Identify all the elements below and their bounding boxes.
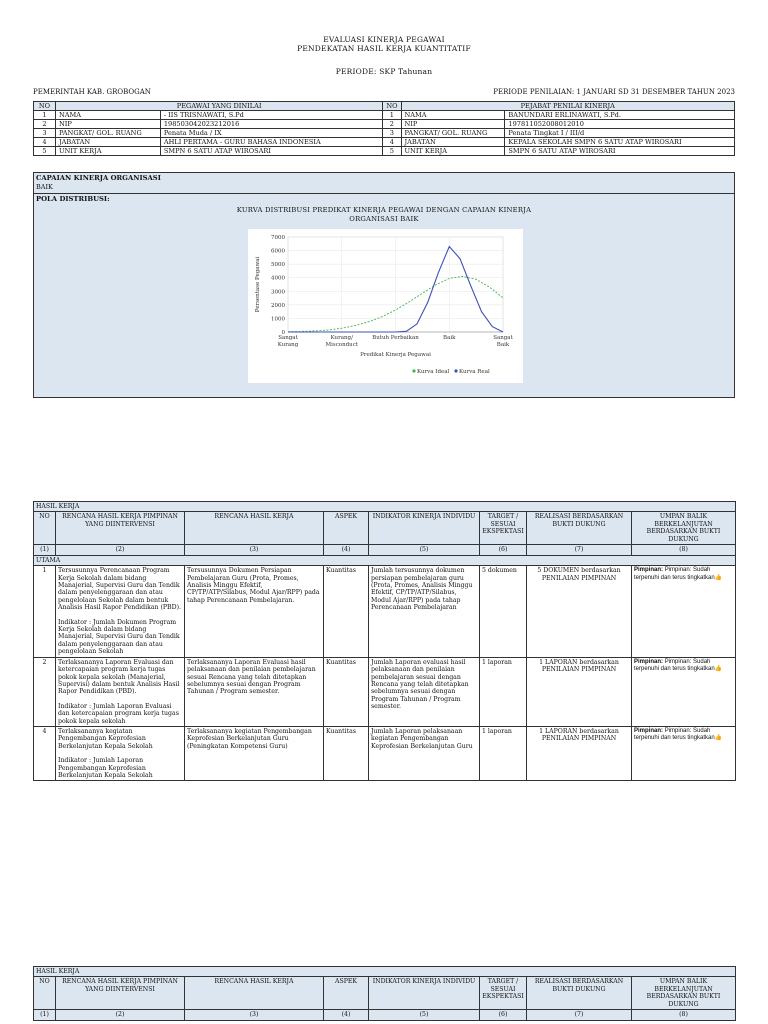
umpan-balik-cell <box>632 566 736 657</box>
umpan-balik-cell <box>632 726 736 780</box>
periode-label: PERIODE: SKP Tahunan <box>335 67 433 76</box>
info-label: NAMA <box>401 111 505 120</box>
rhk-text: Terlaksananya Laporan Evaluasi hasil pelaksanaan dan penilaian pembelajaran sesuai Rencana yang telah ditetapkan sebelumnya sesuai dengan Program Tahunan / Program semester. <box>185 657 324 726</box>
row-no: 4 <box>34 726 56 780</box>
col-header-aspek: ASPEK <box>324 977 369 1010</box>
info-no: 3 <box>383 129 401 138</box>
info-no: 3 <box>34 129 56 138</box>
pegawai-dinilai-header: PEGAWAI YANG DINILAI <box>55 102 382 111</box>
pejabat-jabatan: KEPALA SEKOLAH SMPN 6 SATU ATAP WIROSARI <box>505 138 735 147</box>
y-tick-label: 6000 <box>271 248 285 255</box>
info-table <box>33 101 735 156</box>
col-header-no: NO <box>34 977 56 1010</box>
row-no: 1 <box>34 566 56 657</box>
chart-title: KURVA DISTRIBUSI PREDIKAT KINERJA PEGAWAI DENGAN CAPAIAN KINERJA ORGANISASI BAIK <box>236 206 532 223</box>
document-title: EVALUASI KINERJA PEGAWAI <box>323 35 445 44</box>
info-col-no: NO <box>34 102 56 111</box>
umpan-balik-label: Pimpinan: <box>634 567 664 574</box>
x-tick-label: Baik <box>443 335 456 341</box>
rhk-pimpinan-cell <box>56 657 185 726</box>
column-number-row <box>34 1010 736 1020</box>
x-tick-label: Baik <box>496 342 510 348</box>
rhk-pimpinan-cell <box>56 566 185 657</box>
col-number: (6) <box>480 545 527 555</box>
info-row <box>34 147 735 156</box>
col-number: (2) <box>56 1010 185 1020</box>
info-row <box>34 129 735 138</box>
periode-penilaian-label: PERIODE PENILAIAN: 1 JANUARI SD 31 DESEMBER TAHUN 2023 <box>493 88 735 96</box>
umpan-balik-text: Pimpinan: Sudah terpenuhi dan terus tingkatkan👍 <box>634 658 723 673</box>
umpan-balik-text: Pimpinan: Sudah terpenuhi dan terus tingkatkan👍 <box>634 567 723 581</box>
info-label: NAMA <box>55 111 160 120</box>
rhk-pimpinan-text: Terlaksananya kegiatan Pengembangan Keprofesian Berkelanjutan Kepala Sekolah <box>58 727 153 750</box>
indikator-text: Jumlah Laporan evaluasi hasil pelaksanaan dan penilaian pembelajaran sesuai dengan Rencana yang telah ditetapkan sebelumnya sesuai dengan Program Tahunan / Program semester. <box>369 657 480 726</box>
info-row <box>34 111 735 120</box>
col-header-no: NO <box>34 512 56 545</box>
col-number: (7) <box>527 1010 632 1020</box>
info-no: 1 <box>34 111 56 120</box>
capaian-kinerja-label: CAPAIAN KINERJA ORGANISASI <box>36 174 161 182</box>
legend-label: Kurva Real <box>459 369 490 375</box>
col-number: (8) <box>632 545 736 555</box>
col-number: (1) <box>34 545 56 555</box>
col-number: (4) <box>324 545 369 555</box>
info-no: 1 <box>383 111 401 120</box>
row-no: 2 <box>34 657 56 726</box>
capaian-kinerja-panel <box>33 172 735 194</box>
hasil-kerja-section-label: HASIL KERJA <box>34 967 736 977</box>
y-tick-label: 0 <box>281 330 285 336</box>
pola-distribusi-label: POLA DISTRIBUSI: <box>36 195 110 203</box>
y-tick-label: 4000 <box>271 275 285 282</box>
capaian-kinerja-value: BAIK <box>36 183 53 191</box>
y-tick-label: 3000 <box>271 289 285 296</box>
col-header-indikator: INDIKATOR KINERJA INDIVIDU <box>369 977 480 1010</box>
y-tick-label: 7000 <box>271 235 285 241</box>
y-tick-label: 5000 <box>271 262 285 269</box>
info-no: 2 <box>383 120 401 129</box>
target-text: 1 laporan <box>480 657 527 726</box>
table-row <box>34 566 736 657</box>
table-row <box>34 657 736 726</box>
info-label: JABATAN <box>401 138 505 147</box>
col-header-aspek: ASPEK <box>324 512 369 545</box>
info-no: 5 <box>383 147 401 156</box>
pegawai-jabatan: AHLI PERTAMA - GURU BAHASA INDONESIA <box>160 138 383 147</box>
info-label: UNIT KERJA <box>55 147 160 156</box>
info-label: JABATAN <box>55 138 160 147</box>
rhk-text: Tersusunnya Dokumen Persiapan Pembelajaran Guru (Prota, Promes, Analisis Minggu Efektif, CP/TP/ATP/Silabus, Modul Ajar/RPP) pada tahap Perencanaan Pembelajaran. <box>185 566 324 657</box>
col-number: (4) <box>324 1010 369 1020</box>
info-label: NIP <box>55 120 160 129</box>
pegawai-pangkat: Penata Muda / IX <box>160 129 383 138</box>
column-number-row <box>34 545 736 555</box>
x-tick-label: Butuh Perbaikan <box>372 335 419 341</box>
col-number: (3) <box>185 545 324 555</box>
col-number: (6) <box>480 1010 527 1020</box>
umpan-balik-label: Pimpinan: <box>634 727 664 734</box>
col-header-realisasi: REALISASI BERDASARKAN BUKTI DUKUNG <box>527 512 632 545</box>
aspek-text: Kuantitas <box>324 657 369 726</box>
aspek-text: Kuantitas <box>324 566 369 657</box>
rhk-pimpinan-cell <box>56 726 185 780</box>
legend-marker <box>454 369 457 372</box>
realisasi-text: 5 DOKUMEN berdasarkan PENILAIAN PIMPINAN <box>527 566 632 657</box>
hasil-kerja-table <box>33 501 736 781</box>
indikator-text: Jumlah Laporan pelaksanaan kegiatan Pengembangan Keprofesian Berkelanjutan Guru <box>369 726 480 780</box>
rhk-pimpinan-text: Tersusunnya Perencanaan Program Kerja Sekolah dalam bidang Manajerial, Supervisi Guru dan Tendik dalam penyelenggaraan dan atau pengelolaan Sekolah dalam bentuk Analisis Hasil Rapor Pendidikan (PBD). <box>58 567 181 612</box>
col-header-realisasi: REALISASI BERDASARKAN BUKTI DUKUNG <box>527 977 632 1010</box>
document-subtitle: PENDEKATAN HASIL KERJA KUANTITATIF <box>297 44 471 53</box>
chart-area <box>248 229 523 383</box>
umpan-balik-label: Pimpinan: <box>634 658 664 665</box>
y-axis-title: Persentase Pegawai <box>255 256 261 313</box>
col-number: (8) <box>632 1010 736 1020</box>
realisasi-text: 1 LAPORAN berdasarkan PENILAIAN PIMPINAN <box>527 726 632 780</box>
y-tick-label: 1000 <box>271 316 285 323</box>
col-header-rhk-pimpinan: RENCANA HASIL KERJA PIMPINAN YANG DIINTERVENSI <box>56 977 185 1010</box>
legend-label: Kurva Ideal <box>417 369 450 375</box>
info-header-row <box>34 102 735 111</box>
info-label: NIP <box>401 120 505 129</box>
hasil-kerja-table-2 <box>33 966 736 1021</box>
x-axis-title: Predikat Kinerja Pegawai <box>360 352 431 358</box>
col-number: (2) <box>56 545 185 555</box>
info-row <box>34 120 735 129</box>
col-header-target: TARGET / SESUAI EKSPEKTASI <box>480 512 527 545</box>
col-number: (1) <box>34 1010 56 1020</box>
rhk-pimpinan-indikator: Indikator : Jumlah Dokumen Program Kerja Sekolah dalam bidang Manajerial, Supervisi Guru dan Tendik dalam penyelenggaraan dan atau pengelolaan Sekolah <box>58 618 180 656</box>
utama-section-label: UTAMA <box>34 555 736 565</box>
info-row <box>34 138 735 147</box>
info-label: PANGKAT/ GOL. RUANG <box>55 129 160 138</box>
target-text: 5 dokumen <box>480 566 527 657</box>
target-text: 1 laporan <box>480 726 527 780</box>
info-col-no-2: NO <box>383 102 401 111</box>
pola-distribusi-panel <box>33 193 735 398</box>
x-tick-label: Sangat <box>278 335 298 341</box>
col-header-rhk: RENCANA HASIL KERJA <box>185 512 324 545</box>
col-header-rhk-pimpinan: RENCANA HASIL KERJA PIMPINAN YANG DIINTERVENSI <box>56 512 185 545</box>
rhk-pimpinan-indikator: Indikator : Jumlah Laporan Evaluasi dan ketercapaian program kerja tugas pokok kepala sekolah <box>58 702 179 725</box>
info-no: 4 <box>383 138 401 147</box>
info-label: PANGKAT/ GOL. RUANG <box>401 129 505 138</box>
pegawai-nip: 198503042023212016 <box>160 120 383 129</box>
pejabat-penilai-header: PEJABAT PENILAI KINERJA <box>401 102 735 111</box>
col-header-umpan-balik: UMPAN BALIK BERKELANJUTAN BERDASARKAN BUKTI DUKUNG <box>632 512 736 545</box>
rhk-pimpinan-indikator: Indikator : Jumlah Laporan Pengembangan Keprofesian Berkelanjutan Kepala Sekolah <box>58 757 153 779</box>
pejabat-unit-kerja: SMPN 6 SATU ATAP WIROSARI <box>505 147 735 156</box>
indikator-text: Jumlah tersusunnya dokumen persiapan pembelajaran guru (Prota, Promes, Analisis Minggu Efektif, CP/TP/ATP/Silabus, Modul Ajar/RPP) pada tahap Perencanaan Pembelajaran <box>369 566 480 657</box>
distribution-chart <box>248 229 523 383</box>
pejabat-pangkat: Penata Tingkat I / III/d <box>505 129 735 138</box>
col-header-umpan-balik: UMPAN BALIK BERKELANJUTAN BERDASARKAN BUKTI DUKUNG <box>632 977 736 1010</box>
instansi-label: PEMERINTAH KAB. GROBOGAN <box>33 88 151 96</box>
x-tick-label: Kurang <box>277 342 299 348</box>
col-header-indikator: INDIKATOR KINERJA INDIVIDU <box>369 512 480 545</box>
col-number: (5) <box>369 1010 480 1020</box>
col-number: (7) <box>527 545 632 555</box>
info-label: UNIT KERJA <box>401 147 505 156</box>
legend-marker <box>412 369 415 372</box>
info-no: 2 <box>34 120 56 129</box>
table-row <box>34 726 736 780</box>
aspek-text: Kuantitas <box>324 726 369 780</box>
rhk-text: Terlaksananya kegiatan Pengembangan Keprofesian Berkelanjutan Guru (Peningkatan Kompetensi Guru) <box>185 726 324 780</box>
x-tick-label: Kurang/ <box>330 335 353 341</box>
umpan-balik-cell <box>632 657 736 726</box>
col-number: (3) <box>185 1010 324 1020</box>
col-number: (5) <box>369 545 480 555</box>
pejabat-nama: BANUNDARI ERLINAWATI, S.Pd. <box>505 111 735 120</box>
col-header-target: TARGET / SESUAI EKSPEKTASI <box>480 977 527 1010</box>
pejabat-nip: 197811052008012010 <box>505 120 735 129</box>
umpan-balik-text: Pimpinan: Sudah terpenuhi dan terus tingkatkan👍 <box>634 727 723 742</box>
hasil-kerja-section-label: HASIL KERJA <box>34 502 736 512</box>
rhk-pimpinan-text: Terlaksananya Laporan Evaluasi dan ketercapaian program kerja tugas pokok kepala sekolah (Manajerial, Supervisi) dalam bentuk Analisis Hasil Rapor Pendidikan (PBD). <box>58 658 180 696</box>
pegawai-nama: - IIS TRISNAWATI, S.Pd <box>160 111 383 120</box>
col-header-rhk: RENCANA HASIL KERJA <box>185 977 324 1010</box>
y-tick-label: 2000 <box>271 302 285 309</box>
x-tick-label: Sangat <box>493 335 513 341</box>
pegawai-unit-kerja: SMPN 6 SATU ATAP WIROSARI <box>160 147 383 156</box>
realisasi-text: 1 LAPORAN berdasarkan PENILAIAN PIMPINAN <box>527 657 632 726</box>
x-tick-label: Misconduct <box>325 342 359 348</box>
info-no: 4 <box>34 138 56 147</box>
info-no: 5 <box>34 147 56 156</box>
